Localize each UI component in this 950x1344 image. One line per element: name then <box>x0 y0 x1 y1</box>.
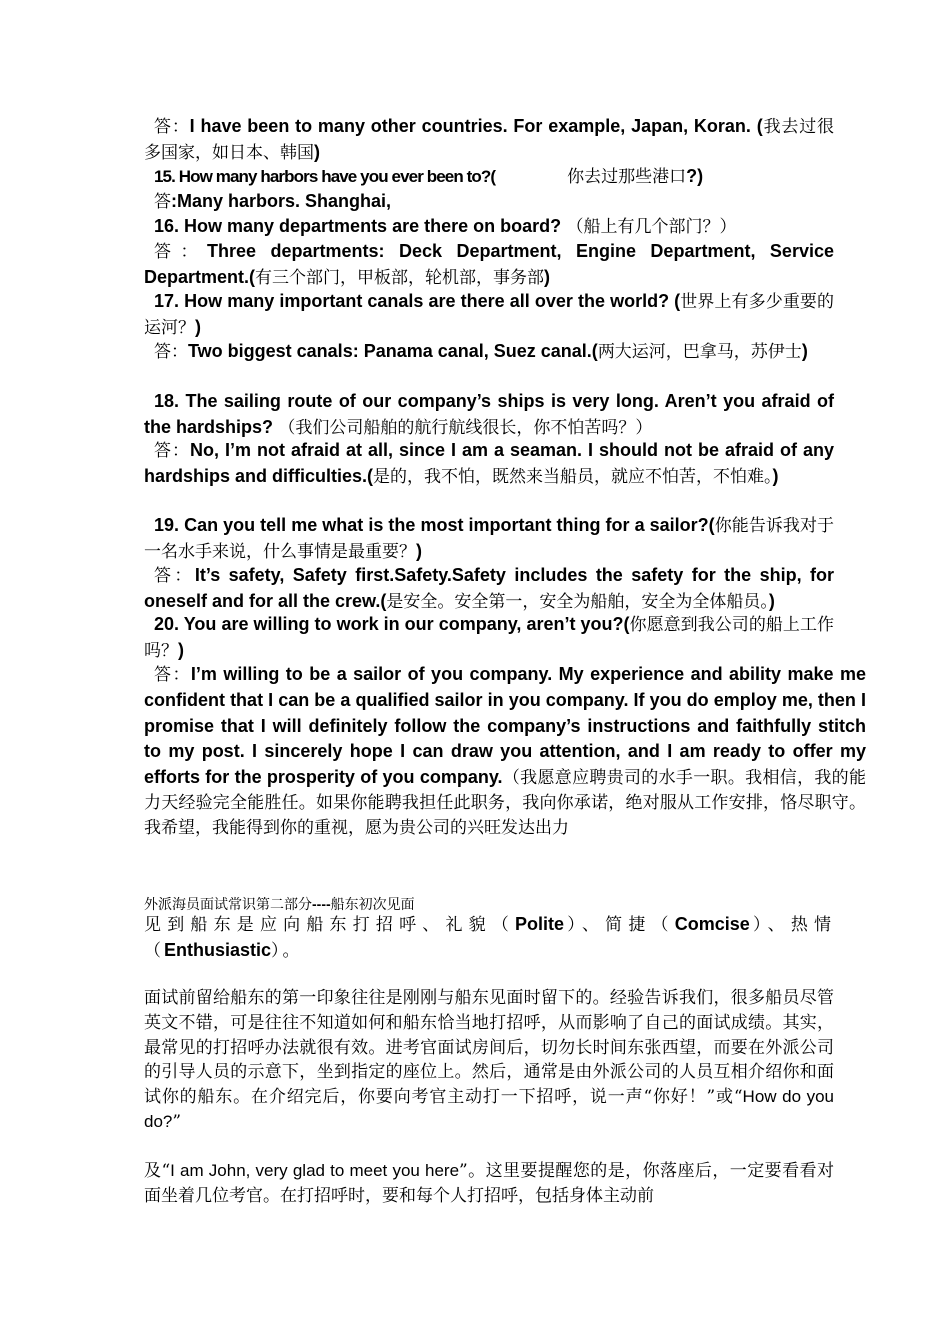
question-17: 17. How many important canals are there all over the world? (世界上有多少重要的运河？) <box>144 291 835 338</box>
section-heading: 外派海员面试常识第二部分----船东初次见面 <box>144 896 415 913</box>
answer-17: 答：Two biggest canals: Panama canal, Suez canal.(两大运河，巴拿马，苏伊士) <box>154 341 808 362</box>
body-paragraph-1: 面试前留给船东的第一印象往往是刚刚与船东见面时留下的。经验告诉我们，很多船员尽管英文不错，可是往往不知道如何和船东恰当地打招呼，从而影响了自己的面试成绩。其实，最常见的打招呼办法就很有效。进考官面试房间后，切勿长时间东张西望，而要在外派公司的引导人员的示意下，坐到指定的座位上。然后，通常是由外派公司的人员互相介绍你和面试你的船东。在介绍完后，你要向考官主动打一下招呼，说一声“你好！”或“How do you do?” <box>144 988 834 1132</box>
answer-20: 答：I’m willing to be a sailor of you company. My experience and ability make me confident that I can be a qualified sailor in you company. If you do employ me, then I promise that I will definitely follow the company’s instructions and faithfully stitch to my post. I sincerely hope I can draw you attention, and I am ready to offer my efforts for the prosperity of you company.（我愿意应聘贵司的水手一职。我相信，我的能力天经验完全能胜任。如果你能聘我担任此职务，我向你承诺，绝对服从工作安排，恪尽职守。我希望，我能得到你的重视，愿为贵公司的兴旺发达出力 <box>144 664 867 838</box>
answer-15: 答:Many harbors. Shanghai, <box>154 191 392 212</box>
body-paragraph-2: 及“I am John, very glad to meet you here”。这里要提醒您的是，你落座后，一定要看看对面坐着几位考官。在打招呼时，要和每个人打招呼，包括身体主动前 <box>144 1161 834 1206</box>
answer-18: 答：No, I’m not afraid at all, since I am a seaman. I should not be afraid of any hardships and difficulties.(是的，我不怕，既然来当船员，就应不怕苦，不怕难。) <box>144 440 834 487</box>
answer-14: 答：I have been to many other countries. For example, Japan, Koran. (我去过很多国家，如日本、韩国) <box>144 116 835 163</box>
answer-19: 答：It’s safety, Safety first.Safety.Safety includes the safety for the ship, for oneself and for all the crew.(是安全。安全第一，安全为船舶，安全为全体船员。) <box>144 565 834 612</box>
question-19: 19. Can you tell me what is the most important thing for a sailor?(你能告诉我对于一名水手来说，什么事情是最重要？) <box>144 515 835 562</box>
question-18: 18. The sailing route of our company’s ships is very long. Aren’t you afraid of the hardships? （我们公司船舶的航行航线很长，你不怕苦吗？） <box>144 391 834 438</box>
question-15: 15. How many harbors have you ever been to?( 你去过那些港口?) <box>154 166 704 187</box>
intro-paragraph: 见到船东是应向船东打招呼、礼貌（Polite）、简捷（Comcise）、热情（Enthusiastic）。 <box>144 914 835 961</box>
question-20: 20. You are willing to work in our company, aren’t you?(你愿意到我公司的船上工作吗？) <box>144 614 835 661</box>
answer-16: 答：Three departments: Deck Department, Engine Department, Service Department.(有三个部门，甲板部，轮机部，事务部) <box>144 241 834 288</box>
question-16: 16. How many departments are there on board? （船上有几个部门？） <box>154 216 737 237</box>
